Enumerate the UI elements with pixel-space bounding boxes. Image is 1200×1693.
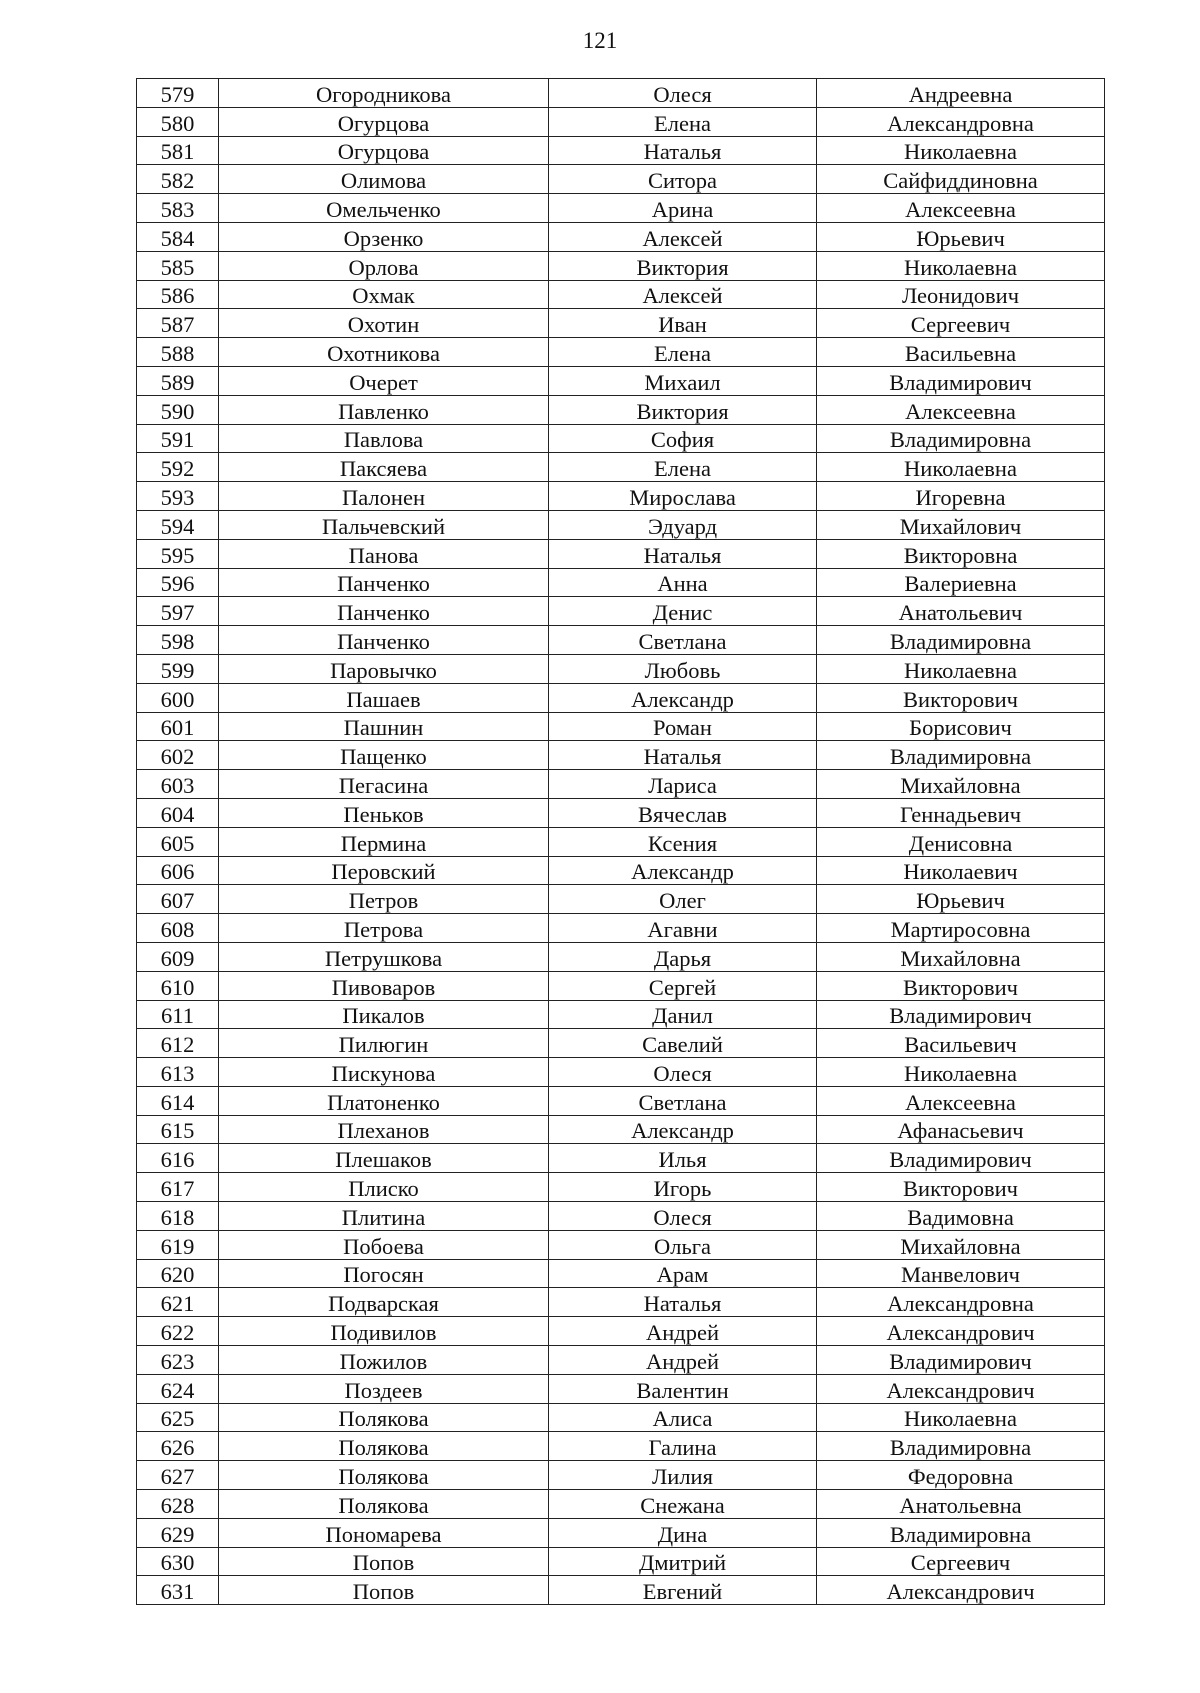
first-name-cell: Олеся bbox=[549, 1058, 817, 1087]
page-number: 121 bbox=[582, 28, 618, 53]
table-row bbox=[137, 1518, 1105, 1547]
table-row bbox=[137, 1058, 1105, 1087]
table-row bbox=[137, 136, 1105, 165]
table-row bbox=[137, 1288, 1105, 1317]
last-name-cell: Пашаев bbox=[219, 683, 549, 712]
last-name-cell: Погосян bbox=[219, 1259, 549, 1288]
table-row bbox=[137, 971, 1105, 1000]
table-row bbox=[137, 251, 1105, 280]
row-number-cell: 624 bbox=[137, 1374, 219, 1403]
row-number-cell: 617 bbox=[137, 1173, 219, 1202]
last-name-cell: Панченко bbox=[219, 626, 549, 655]
first-name-cell: Виктория bbox=[549, 251, 817, 280]
roster-table-body bbox=[137, 79, 1105, 1605]
table-row bbox=[137, 338, 1105, 367]
patronymic-cell: Алексеевна bbox=[817, 194, 1105, 223]
patronymic-cell: Николаевна bbox=[817, 251, 1105, 280]
table-row bbox=[137, 1259, 1105, 1288]
row-number-cell: 608 bbox=[137, 914, 219, 943]
table-row bbox=[137, 1576, 1105, 1605]
last-name-cell: Павленко bbox=[219, 395, 549, 424]
patronymic-cell: Владимировна bbox=[817, 626, 1105, 655]
row-number-cell: 582 bbox=[137, 165, 219, 194]
table-row bbox=[137, 712, 1105, 741]
patronymic-cell: Вадимовна bbox=[817, 1202, 1105, 1231]
last-name-cell: Палонен bbox=[219, 482, 549, 511]
row-number-cell: 627 bbox=[137, 1461, 219, 1490]
last-name-cell: Панченко bbox=[219, 597, 549, 626]
first-name-cell: Андрей bbox=[549, 1317, 817, 1346]
patronymic-cell: Юрьевич bbox=[817, 885, 1105, 914]
first-name-cell: Арам bbox=[549, 1259, 817, 1288]
first-name-cell: Сергей bbox=[549, 971, 817, 1000]
roster-table bbox=[136, 78, 1105, 1605]
table-row bbox=[137, 827, 1105, 856]
row-number-cell: 622 bbox=[137, 1317, 219, 1346]
last-name-cell: Пискунова bbox=[219, 1058, 549, 1087]
row-number-cell: 613 bbox=[137, 1058, 219, 1087]
row-number-cell: 616 bbox=[137, 1144, 219, 1173]
patronymic-cell: Геннадьевич bbox=[817, 798, 1105, 827]
table-row bbox=[137, 1432, 1105, 1461]
last-name-cell: Пикалов bbox=[219, 1000, 549, 1029]
first-name-cell: Алексей bbox=[549, 222, 817, 251]
row-number-cell: 602 bbox=[137, 741, 219, 770]
last-name-cell: Павлова bbox=[219, 424, 549, 453]
first-name-cell: Денис bbox=[549, 597, 817, 626]
first-name-cell: Дмитрий bbox=[549, 1547, 817, 1576]
last-name-cell: Огурцова bbox=[219, 107, 549, 136]
patronymic-cell: Андреевна bbox=[817, 79, 1105, 108]
first-name-cell: Ситора bbox=[549, 165, 817, 194]
first-name-cell: Галина bbox=[549, 1432, 817, 1461]
patronymic-cell: Владимирович bbox=[817, 366, 1105, 395]
patronymic-cell: Борисович bbox=[817, 712, 1105, 741]
patronymic-cell: Владимирович bbox=[817, 1346, 1105, 1375]
first-name-cell: Роман bbox=[549, 712, 817, 741]
last-name-cell: Подварская bbox=[219, 1288, 549, 1317]
table-row bbox=[137, 770, 1105, 799]
patronymic-cell: Викторович bbox=[817, 683, 1105, 712]
table-row bbox=[137, 395, 1105, 424]
first-name-cell: Мирослава bbox=[549, 482, 817, 511]
table-row bbox=[137, 914, 1105, 943]
first-name-cell: Иван bbox=[549, 309, 817, 338]
first-name-cell: Виктория bbox=[549, 395, 817, 424]
patronymic-cell: Анатольевич bbox=[817, 597, 1105, 626]
patronymic-cell: Игоревна bbox=[817, 482, 1105, 511]
first-name-cell: Анна bbox=[549, 568, 817, 597]
table-row bbox=[137, 1230, 1105, 1259]
last-name-cell: Паровычко bbox=[219, 654, 549, 683]
last-name-cell: Олимова bbox=[219, 165, 549, 194]
patronymic-cell: Афанасьевич bbox=[817, 1115, 1105, 1144]
first-name-cell: Алексей bbox=[549, 280, 817, 309]
row-number-cell: 629 bbox=[137, 1518, 219, 1547]
last-name-cell: Пономарева bbox=[219, 1518, 549, 1547]
table-row bbox=[137, 1403, 1105, 1432]
patronymic-cell: Николаевна bbox=[817, 453, 1105, 482]
patronymic-cell: Федоровна bbox=[817, 1461, 1105, 1490]
table-row bbox=[137, 683, 1105, 712]
table-row bbox=[137, 568, 1105, 597]
row-number-cell: 630 bbox=[137, 1547, 219, 1576]
last-name-cell: Пермина bbox=[219, 827, 549, 856]
table-row bbox=[137, 107, 1105, 136]
row-number-cell: 601 bbox=[137, 712, 219, 741]
last-name-cell: Побоева bbox=[219, 1230, 549, 1259]
patronymic-cell: Васильевич bbox=[817, 1029, 1105, 1058]
first-name-cell: Лариса bbox=[549, 770, 817, 799]
row-number-cell: 604 bbox=[137, 798, 219, 827]
table-row bbox=[137, 1202, 1105, 1231]
row-number-cell: 619 bbox=[137, 1230, 219, 1259]
last-name-cell: Поздеев bbox=[219, 1374, 549, 1403]
table-row bbox=[137, 510, 1105, 539]
row-number-cell: 595 bbox=[137, 539, 219, 568]
row-number-cell: 600 bbox=[137, 683, 219, 712]
table-row bbox=[137, 1461, 1105, 1490]
first-name-cell: Светлана bbox=[549, 626, 817, 655]
patronymic-cell: Алексеевна bbox=[817, 1086, 1105, 1115]
table-row bbox=[137, 626, 1105, 655]
last-name-cell: Плеханов bbox=[219, 1115, 549, 1144]
last-name-cell: Плиско bbox=[219, 1173, 549, 1202]
row-number-cell: 597 bbox=[137, 597, 219, 626]
patronymic-cell: Александрович bbox=[817, 1576, 1105, 1605]
patronymic-cell: Юрьевич bbox=[817, 222, 1105, 251]
patronymic-cell: Сайфиддиновна bbox=[817, 165, 1105, 194]
last-name-cell: Пащенко bbox=[219, 741, 549, 770]
table-row bbox=[137, 885, 1105, 914]
table-row bbox=[137, 309, 1105, 338]
last-name-cell: Попов bbox=[219, 1576, 549, 1605]
last-name-cell: Орзенко bbox=[219, 222, 549, 251]
patronymic-cell: Сергеевич bbox=[817, 309, 1105, 338]
last-name-cell: Охмак bbox=[219, 280, 549, 309]
first-name-cell: Любовь bbox=[549, 654, 817, 683]
row-number-cell: 631 bbox=[137, 1576, 219, 1605]
last-name-cell: Очерет bbox=[219, 366, 549, 395]
table-row bbox=[137, 1086, 1105, 1115]
last-name-cell: Полякова bbox=[219, 1403, 549, 1432]
first-name-cell: София bbox=[549, 424, 817, 453]
first-name-cell: Олеся bbox=[549, 79, 817, 108]
row-number-cell: 581 bbox=[137, 136, 219, 165]
first-name-cell: Елена bbox=[549, 453, 817, 482]
row-number-cell: 580 bbox=[137, 107, 219, 136]
first-name-cell: Олеся bbox=[549, 1202, 817, 1231]
patronymic-cell: Валериевна bbox=[817, 568, 1105, 597]
patronymic-cell: Владимировна bbox=[817, 424, 1105, 453]
patronymic-cell: Михайловна bbox=[817, 770, 1105, 799]
patronymic-cell: Владимирович bbox=[817, 1000, 1105, 1029]
first-name-cell: Александр bbox=[549, 856, 817, 885]
table-row bbox=[137, 1173, 1105, 1202]
table-row bbox=[137, 741, 1105, 770]
table-row bbox=[137, 1115, 1105, 1144]
row-number-cell: 620 bbox=[137, 1259, 219, 1288]
first-name-cell: Валентин bbox=[549, 1374, 817, 1403]
last-name-cell: Пегасина bbox=[219, 770, 549, 799]
patronymic-cell: Александрович bbox=[817, 1317, 1105, 1346]
table-row bbox=[137, 1317, 1105, 1346]
last-name-cell: Панченко bbox=[219, 568, 549, 597]
patronymic-cell: Владимировна bbox=[817, 741, 1105, 770]
row-number-cell: 596 bbox=[137, 568, 219, 597]
row-number-cell: 591 bbox=[137, 424, 219, 453]
patronymic-cell: Владимировна bbox=[817, 1432, 1105, 1461]
patronymic-cell: Манвелович bbox=[817, 1259, 1105, 1288]
row-number-cell: 588 bbox=[137, 338, 219, 367]
table-row bbox=[137, 798, 1105, 827]
row-number-cell: 586 bbox=[137, 280, 219, 309]
row-number-cell: 628 bbox=[137, 1490, 219, 1519]
table-row bbox=[137, 165, 1105, 194]
row-number-cell: 621 bbox=[137, 1288, 219, 1317]
row-number-cell: 598 bbox=[137, 626, 219, 655]
first-name-cell: Александр bbox=[549, 1115, 817, 1144]
last-name-cell: Панова bbox=[219, 539, 549, 568]
table-row bbox=[137, 654, 1105, 683]
table-row bbox=[137, 597, 1105, 626]
first-name-cell: Арина bbox=[549, 194, 817, 223]
patronymic-cell: Михайлович bbox=[817, 510, 1105, 539]
first-name-cell: Наталья bbox=[549, 136, 817, 165]
table-row bbox=[137, 539, 1105, 568]
last-name-cell: Пеньков bbox=[219, 798, 549, 827]
last-name-cell: Орлова bbox=[219, 251, 549, 280]
table-row bbox=[137, 482, 1105, 511]
row-number-cell: 605 bbox=[137, 827, 219, 856]
first-name-cell: Ольга bbox=[549, 1230, 817, 1259]
last-name-cell: Перовский bbox=[219, 856, 549, 885]
last-name-cell: Петрушкова bbox=[219, 942, 549, 971]
first-name-cell: Дина bbox=[549, 1518, 817, 1547]
row-number-cell: 611 bbox=[137, 1000, 219, 1029]
patronymic-cell: Леонидович bbox=[817, 280, 1105, 309]
first-name-cell: Александр bbox=[549, 683, 817, 712]
first-name-cell: Елена bbox=[549, 107, 817, 136]
table-row bbox=[137, 1144, 1105, 1173]
first-name-cell: Лилия bbox=[549, 1461, 817, 1490]
row-number-cell: 623 bbox=[137, 1346, 219, 1375]
table-row bbox=[137, 280, 1105, 309]
last-name-cell: Паксяева bbox=[219, 453, 549, 482]
first-name-cell: Олег bbox=[549, 885, 817, 914]
row-number-cell: 615 bbox=[137, 1115, 219, 1144]
table-row bbox=[137, 1490, 1105, 1519]
first-name-cell: Снежана bbox=[549, 1490, 817, 1519]
first-name-cell: Андрей bbox=[549, 1346, 817, 1375]
patronymic-cell: Михайловна bbox=[817, 1230, 1105, 1259]
last-name-cell: Платоненко bbox=[219, 1086, 549, 1115]
first-name-cell: Эдуард bbox=[549, 510, 817, 539]
table-row bbox=[137, 79, 1105, 108]
last-name-cell: Петрова bbox=[219, 914, 549, 943]
patronymic-cell: Викторович bbox=[817, 971, 1105, 1000]
table-row bbox=[137, 453, 1105, 482]
last-name-cell: Плитина bbox=[219, 1202, 549, 1231]
row-number-cell: 594 bbox=[137, 510, 219, 539]
row-number-cell: 625 bbox=[137, 1403, 219, 1432]
patronymic-cell: Александровна bbox=[817, 107, 1105, 136]
patronymic-cell: Николаевна bbox=[817, 1403, 1105, 1432]
table-row bbox=[137, 222, 1105, 251]
patronymic-cell: Владимировна bbox=[817, 1518, 1105, 1547]
first-name-cell: Михаил bbox=[549, 366, 817, 395]
last-name-cell: Пилюгин bbox=[219, 1029, 549, 1058]
table-row bbox=[137, 1029, 1105, 1058]
patronymic-cell: Владимирович bbox=[817, 1144, 1105, 1173]
last-name-cell: Попов bbox=[219, 1547, 549, 1576]
row-number-cell: 592 bbox=[137, 453, 219, 482]
row-number-cell: 590 bbox=[137, 395, 219, 424]
patronymic-cell: Николаевич bbox=[817, 856, 1105, 885]
table-row bbox=[137, 1547, 1105, 1576]
row-number-cell: 607 bbox=[137, 885, 219, 914]
patronymic-cell: Николаевна bbox=[817, 1058, 1105, 1087]
first-name-cell: Наталья bbox=[549, 1288, 817, 1317]
patronymic-cell: Николаевна bbox=[817, 136, 1105, 165]
patronymic-cell: Алексеевна bbox=[817, 395, 1105, 424]
table-row bbox=[137, 424, 1105, 453]
table-row bbox=[137, 1374, 1105, 1403]
row-number-cell: 589 bbox=[137, 366, 219, 395]
first-name-cell: Елена bbox=[549, 338, 817, 367]
last-name-cell: Полякова bbox=[219, 1432, 549, 1461]
patronymic-cell: Анатольевна bbox=[817, 1490, 1105, 1519]
last-name-cell: Полякова bbox=[219, 1461, 549, 1490]
patronymic-cell: Михайловна bbox=[817, 942, 1105, 971]
row-number-cell: 626 bbox=[137, 1432, 219, 1461]
first-name-cell: Савелий bbox=[549, 1029, 817, 1058]
first-name-cell: Вячеслав bbox=[549, 798, 817, 827]
table-row bbox=[137, 942, 1105, 971]
row-number-cell: 618 bbox=[137, 1202, 219, 1231]
row-number-cell: 612 bbox=[137, 1029, 219, 1058]
row-number-cell: 585 bbox=[137, 251, 219, 280]
last-name-cell: Пашнин bbox=[219, 712, 549, 741]
first-name-cell: Агавни bbox=[549, 914, 817, 943]
patronymic-cell: Викторовна bbox=[817, 539, 1105, 568]
last-name-cell: Огородникова bbox=[219, 79, 549, 108]
first-name-cell: Наталья bbox=[549, 741, 817, 770]
last-name-cell: Пивоваров bbox=[219, 971, 549, 1000]
row-number-cell: 584 bbox=[137, 222, 219, 251]
patronymic-cell: Александровна bbox=[817, 1288, 1105, 1317]
row-number-cell: 579 bbox=[137, 79, 219, 108]
row-number-cell: 587 bbox=[137, 309, 219, 338]
first-name-cell: Светлана bbox=[549, 1086, 817, 1115]
table-row bbox=[137, 194, 1105, 223]
patronymic-cell: Александрович bbox=[817, 1374, 1105, 1403]
row-number-cell: 609 bbox=[137, 942, 219, 971]
row-number-cell: 583 bbox=[137, 194, 219, 223]
first-name-cell: Ксения bbox=[549, 827, 817, 856]
patronymic-cell: Мартиросовна bbox=[817, 914, 1105, 943]
last-name-cell: Охотникова bbox=[219, 338, 549, 367]
row-number-cell: 599 bbox=[137, 654, 219, 683]
table-row bbox=[137, 1000, 1105, 1029]
table-row bbox=[137, 1346, 1105, 1375]
first-name-cell: Наталья bbox=[549, 539, 817, 568]
patronymic-cell: Васильевна bbox=[817, 338, 1105, 367]
patronymic-cell: Денисовна bbox=[817, 827, 1105, 856]
first-name-cell: Алиса bbox=[549, 1403, 817, 1432]
patronymic-cell: Николаевна bbox=[817, 654, 1105, 683]
row-number-cell: 593 bbox=[137, 482, 219, 511]
row-number-cell: 606 bbox=[137, 856, 219, 885]
table-row bbox=[137, 856, 1105, 885]
first-name-cell: Илья bbox=[549, 1144, 817, 1173]
patronymic-cell: Викторович bbox=[817, 1173, 1105, 1202]
last-name-cell: Омельченко bbox=[219, 194, 549, 223]
patronymic-cell: Сергеевич bbox=[817, 1547, 1105, 1576]
row-number-cell: 614 bbox=[137, 1086, 219, 1115]
last-name-cell: Плешаков bbox=[219, 1144, 549, 1173]
row-number-cell: 603 bbox=[137, 770, 219, 799]
table-row bbox=[137, 366, 1105, 395]
row-number-cell: 610 bbox=[137, 971, 219, 1000]
first-name-cell: Игорь bbox=[549, 1173, 817, 1202]
last-name-cell: Петров bbox=[219, 885, 549, 914]
first-name-cell: Евгений bbox=[549, 1576, 817, 1605]
first-name-cell: Данил bbox=[549, 1000, 817, 1029]
last-name-cell: Полякова bbox=[219, 1490, 549, 1519]
last-name-cell: Пальчевский bbox=[219, 510, 549, 539]
last-name-cell: Подивилов bbox=[219, 1317, 549, 1346]
first-name-cell: Дарья bbox=[549, 942, 817, 971]
last-name-cell: Охотин bbox=[219, 309, 549, 338]
last-name-cell: Пожилов bbox=[219, 1346, 549, 1375]
last-name-cell: Огурцова bbox=[219, 136, 549, 165]
